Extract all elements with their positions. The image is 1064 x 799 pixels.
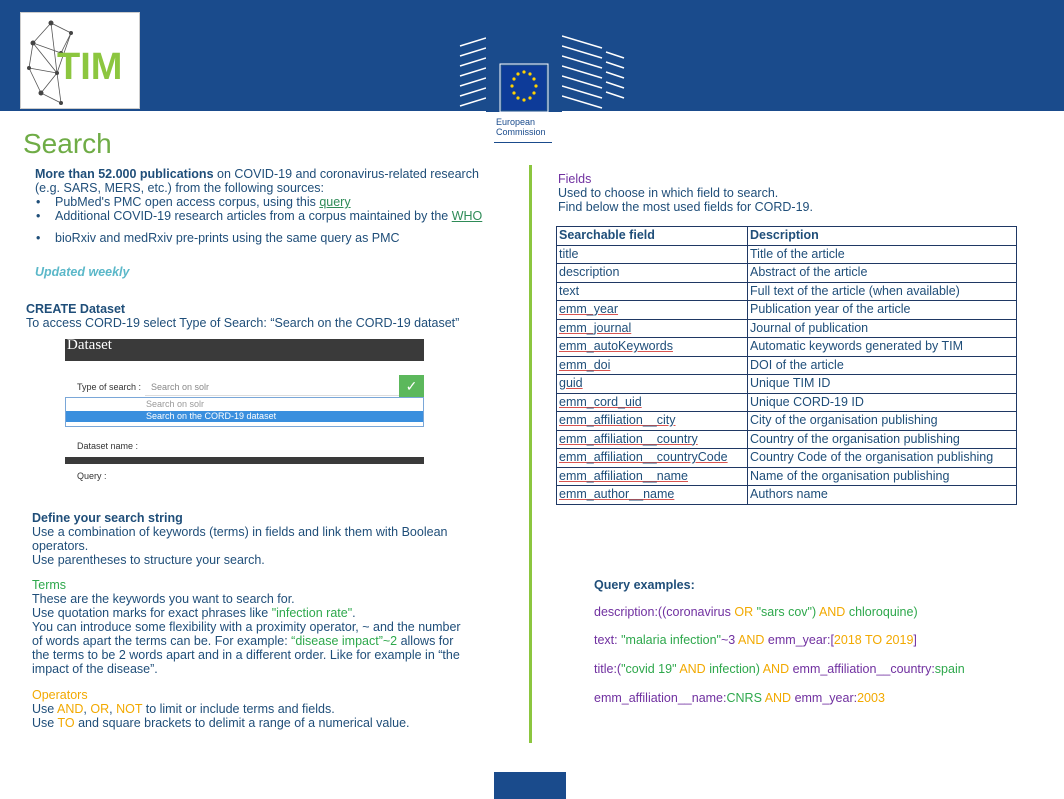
- ec-building-icon: [486, 0, 562, 112]
- table-row: [557, 430, 1017, 449]
- field-name-cell: emm_journal: [557, 319, 748, 338]
- table-row: [557, 449, 1017, 468]
- page-title: Search: [23, 128, 112, 159]
- field-description-cell: Abstract of the article: [748, 264, 1017, 283]
- field-name-cell: emm_autoKeywords: [557, 338, 748, 357]
- field-name-cell: emm_affiliation__name: [557, 467, 748, 486]
- fields-text-1: Used to choose in which field to search.: [558, 186, 779, 200]
- table-row: [557, 486, 1017, 505]
- operators-heading: Operators: [32, 688, 88, 702]
- field-name-cell: guid: [557, 375, 748, 394]
- operators-text-2: Use TO and square brackets to delimit a range of a numerical value.: [32, 716, 410, 730]
- intro-block: [35, 167, 490, 195]
- ec-stripes-right-icon: [562, 28, 626, 111]
- field-name-cell: text: [557, 282, 748, 301]
- fields-text-2: Find below the most used fields for CORD-19.: [558, 200, 813, 214]
- field-description-cell: Journal of publication: [748, 319, 1017, 338]
- query-example-1: description:((coronavirus OR "sars cov") AND chloroquine): [594, 605, 918, 619]
- field-description-cell: Name of the organisation publishing: [748, 467, 1017, 486]
- option-solr[interactable]: Search on solr: [146, 399, 205, 409]
- dataset-name-label: Dataset name :: [77, 441, 139, 451]
- field-name-cell: emm_affiliation__countryCode: [557, 449, 748, 468]
- table-row: [557, 467, 1017, 486]
- type-of-search-select[interactable]: Search on solr: [145, 379, 405, 396]
- source-item: • PubMed's PMC open access corpus, using this query: [35, 195, 490, 209]
- table-row: [557, 393, 1017, 412]
- table-row: [557, 356, 1017, 375]
- query-example-3: title:("covid 19" AND infection) AND emm_affiliation__country:spain: [594, 662, 965, 676]
- option-cord19[interactable]: Search on the CORD-19 dataset: [66, 411, 423, 422]
- type-of-search-dropdown: [65, 397, 424, 427]
- field-name-cell: description: [557, 264, 748, 283]
- field-description-cell: Full text of the article (when available): [748, 282, 1017, 301]
- define-text-2: Use parentheses to structure your search.: [32, 553, 265, 567]
- terms-heading: Terms: [32, 578, 67, 592]
- terms-text-3: You can introduce some flexibility with a proximity operator, ~ and the number of words apart the terms can be. For example: “disease impact”~2 allows for the terms to be 2 words apart and in a different order. Like for example in “the impact of the disease”.: [32, 620, 461, 676]
- dataset-form-screenshot: [65, 339, 424, 490]
- column-divider: [529, 165, 532, 743]
- type-of-search-label: Type of search :: [77, 382, 142, 392]
- column-header-field: Searchable field: [557, 227, 748, 246]
- dataset-title: Dataset: [67, 337, 112, 353]
- field-name-cell: title: [557, 245, 748, 264]
- ec-stripes-left-icon: [456, 28, 486, 111]
- table-row: [557, 319, 1017, 338]
- field-description-cell: Authors name: [748, 486, 1017, 505]
- updated-weekly: Updated weekly: [35, 265, 130, 279]
- table-row: [557, 375, 1017, 394]
- ec-label-line1: European: [496, 117, 536, 127]
- source-item: • bioRxiv and medRxiv pre-prints using the same query as PMC: [35, 231, 490, 245]
- footer-bar: [494, 772, 566, 799]
- query-example-2: text: "malaria infection"~3 AND emm_year:[2018 TO 2019]: [594, 633, 917, 647]
- query-link[interactable]: query: [319, 195, 351, 209]
- terms-text-2: Use quotation marks for exact phrases like "infection rate".: [32, 606, 356, 620]
- source-item: • Additional COVID-19 research articles from a corpus maintained by the WHO: [35, 209, 490, 223]
- field-description-cell: City of the organisation publishing: [748, 412, 1017, 431]
- intro-bold: More than 52.000 publications: [35, 167, 214, 181]
- field-description-cell: Country of the organisation publishing: [748, 430, 1017, 449]
- network-icon: [21, 13, 139, 108]
- query-examples-heading: Query examples:: [594, 578, 695, 592]
- fields-heading: Fields: [558, 172, 592, 186]
- field-description-cell: DOI of the article: [748, 356, 1017, 375]
- field-name-cell: emm_doi: [557, 356, 748, 375]
- query-example-4: emm_affiliation__name:CNRS AND emm_year:2003: [594, 691, 885, 705]
- logo-text: TIM: [57, 46, 123, 88]
- query-label: Query :: [77, 471, 107, 481]
- field-name-cell: emm_author__name: [557, 486, 748, 505]
- define-text-1: Use a combination of keywords (terms) in fields and link them with Boolean operators.: [32, 525, 448, 553]
- create-text: To access CORD-19 select Type of Search: “Search on the CORD-19 dataset”: [26, 316, 460, 330]
- field-name-cell: emm_year: [557, 301, 748, 320]
- intro-text: on COVID-19 and coronavirus-related research (e.g. SARS, MERS, etc.) from the following sources:: [35, 167, 479, 195]
- who-link[interactable]: WHO: [451, 209, 483, 223]
- field-description-cell: Unique CORD-19 ID: [748, 393, 1017, 412]
- chevron-down-icon[interactable]: ✓: [399, 375, 424, 397]
- table-row: [557, 412, 1017, 431]
- field-description-cell: Title of the article: [748, 245, 1017, 264]
- ec-label-line2: Commission: [496, 127, 546, 137]
- table-row: [557, 264, 1017, 283]
- terms-text-1: These are the keywords you want to search for.: [32, 592, 295, 606]
- operators-text-1: Use AND, OR, NOT to limit or include terms and fields.: [32, 702, 335, 716]
- table-header-row: [557, 227, 1017, 246]
- field-description-cell: Unique TIM ID: [748, 375, 1017, 394]
- field-name-cell: emm_affiliation__city: [557, 412, 748, 431]
- column-header-description: Description: [748, 227, 1017, 246]
- table-row: [557, 338, 1017, 357]
- fields-table: [556, 226, 1017, 505]
- define-heading: Define your search string: [32, 511, 183, 525]
- dataset-form-body: [65, 361, 424, 490]
- table-row: [557, 301, 1017, 320]
- field-description-cell: Publication year of the article: [748, 301, 1017, 320]
- ec-label: [496, 117, 546, 137]
- field-name-cell: emm_cord_uid: [557, 393, 748, 412]
- table-row: [557, 282, 1017, 301]
- tim-logo: [20, 12, 140, 109]
- table-row: [557, 245, 1017, 264]
- form-divider: [65, 457, 424, 464]
- field-description-cell: Automatic keywords generated by TIM: [748, 338, 1017, 357]
- field-name-cell: emm_affiliation__country: [557, 430, 748, 449]
- field-description-cell: Country Code of the organisation publishing: [748, 449, 1017, 468]
- sources-list: [35, 195, 490, 245]
- create-heading: CREATE Dataset: [26, 302, 126, 316]
